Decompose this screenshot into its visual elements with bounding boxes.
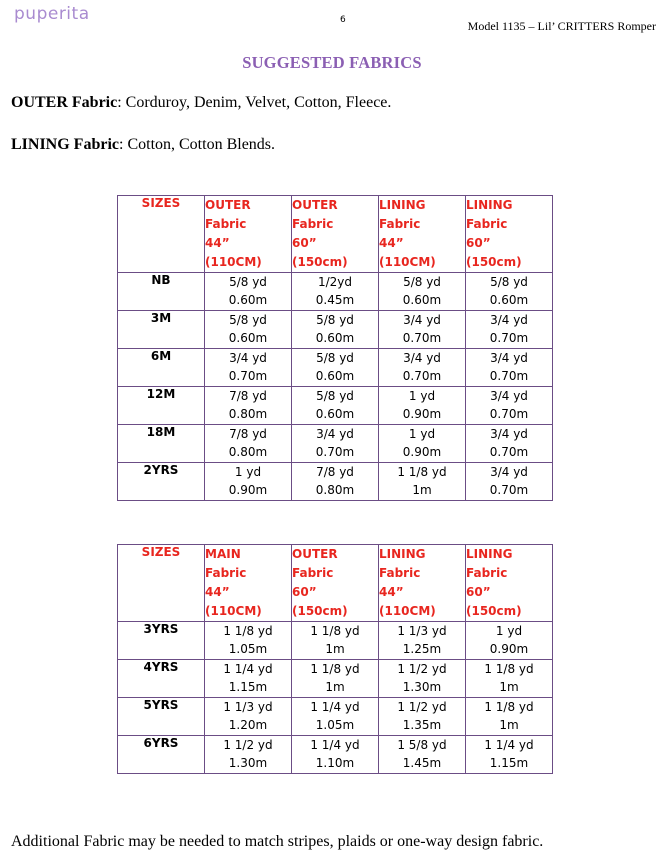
header-line: OUTER — [205, 198, 251, 212]
header-line: 44” — [379, 236, 404, 250]
meters-value: 1m — [325, 642, 345, 656]
yards-value: 1 yd — [408, 427, 436, 441]
yards-value: 7/8 yd — [229, 427, 267, 441]
yardage-cell — [379, 387, 466, 425]
meters-value: 0.70m — [489, 407, 529, 421]
header-line: Fabric — [292, 566, 334, 580]
header-line: Fabric — [205, 566, 247, 580]
yardage-cell — [205, 660, 292, 698]
meters-value: 0.90m — [402, 445, 442, 459]
yardage-cell — [292, 349, 379, 387]
meters-value: 0.60m — [402, 293, 442, 307]
yards-value: 3/4 yd — [490, 465, 528, 479]
yards-value: 1 1/3 yd — [223, 700, 273, 714]
yardage-cell — [379, 736, 466, 774]
table-header-row — [118, 545, 553, 622]
outer-fabric-label: OUTER Fabric — [11, 94, 118, 111]
header-line: Fabric — [379, 217, 421, 231]
yardage-cell — [379, 349, 466, 387]
yardage-cell — [292, 736, 379, 774]
header-line: OUTER — [292, 547, 338, 561]
header-column-4 — [466, 196, 553, 273]
yards-value: 5/8 yd — [316, 351, 354, 365]
header-line: 44” — [205, 585, 230, 599]
meters-value: 1.30m — [402, 680, 442, 694]
size-cell: NB — [118, 273, 205, 311]
meters-value: 1.10m — [315, 756, 355, 770]
header-column-3 — [379, 545, 466, 622]
meters-value: 0.80m — [315, 483, 355, 497]
yards-value: 3/4 yd — [490, 389, 528, 403]
yards-value: 1 1/3 yd — [397, 624, 447, 638]
yardage-cell — [379, 425, 466, 463]
header-line: 60” — [292, 236, 317, 250]
size-cell: 5YRS — [118, 698, 205, 736]
yardage-cell — [379, 311, 466, 349]
outer-fabric-line — [11, 94, 391, 112]
yards-value: 1 1/8 yd — [484, 700, 534, 714]
yardage-cell — [466, 311, 553, 349]
yardage-cell — [466, 425, 553, 463]
yardage-cell — [466, 660, 553, 698]
yards-value: 1 1/4 yd — [223, 662, 273, 676]
header-line: Fabric — [205, 217, 247, 231]
meters-value: 0.60m — [228, 293, 268, 307]
header-line: Fabric — [466, 217, 508, 231]
yards-value: 1 1/8 yd — [310, 662, 360, 676]
header-line: (110CM) — [379, 255, 436, 269]
table-row — [118, 273, 553, 311]
fabric-table-toddler — [117, 544, 553, 774]
yards-value: 1/2yd — [317, 275, 353, 289]
yards-value: 7/8 yd — [316, 465, 354, 479]
meters-value: 0.80m — [228, 407, 268, 421]
header-line: 60” — [466, 236, 491, 250]
yards-value: 5/8 yd — [229, 275, 267, 289]
yards-value: 1 5/8 yd — [397, 738, 447, 752]
header-sizes — [118, 196, 205, 273]
header-line: Fabric — [292, 217, 334, 231]
yards-value: 3/4 yd — [490, 351, 528, 365]
yardage-cell — [292, 387, 379, 425]
yardage-cell — [205, 736, 292, 774]
size-cell: 3YRS — [118, 622, 205, 660]
yardage-cell — [292, 425, 379, 463]
meters-value: 1.30m — [228, 756, 268, 770]
header-line: SIZES — [141, 545, 181, 559]
yardage-cell — [466, 622, 553, 660]
meters-value: 0.70m — [402, 331, 442, 345]
table-row — [118, 698, 553, 736]
meters-value: 0.60m — [315, 369, 355, 383]
meters-value: 1m — [499, 680, 519, 694]
header-column-1 — [205, 545, 292, 622]
yardage-cell — [379, 273, 466, 311]
meters-value: 1m — [412, 483, 432, 497]
header-line: (110CM) — [379, 604, 436, 618]
yards-value: 3/4 yd — [490, 313, 528, 327]
meters-value: 1.20m — [228, 718, 268, 732]
yardage-cell — [205, 311, 292, 349]
meters-value: 1.05m — [315, 718, 355, 732]
yardage-cell — [292, 311, 379, 349]
header-line: (110CM) — [205, 604, 262, 618]
yardage-cell — [292, 463, 379, 501]
yards-value: 3/4 yd — [490, 427, 528, 441]
meters-value: 1.05m — [228, 642, 268, 656]
header-line: (150cm) — [292, 604, 348, 618]
yardage-cell — [205, 387, 292, 425]
table-row — [118, 622, 553, 660]
yardage-cell — [466, 349, 553, 387]
yards-value: 1 1/4 yd — [310, 700, 360, 714]
meters-value: 1.15m — [489, 756, 529, 770]
footer-note: Additional Fabric may be needed to match stripes, plaids or one-way design fabric. — [11, 833, 544, 850]
header-line: SIZES — [141, 196, 181, 210]
header-line: 60” — [466, 585, 491, 599]
size-cell: 12M — [118, 387, 205, 425]
header-line: (150cm) — [292, 255, 348, 269]
yardage-cell — [292, 698, 379, 736]
meters-value: 0.60m — [315, 331, 355, 345]
yardage-cell — [466, 387, 553, 425]
header-line: (150cm) — [466, 255, 522, 269]
page-number: 6 — [340, 15, 346, 25]
meters-value: 0.90m — [489, 642, 529, 656]
yardage-cell — [379, 463, 466, 501]
size-cell: 6M — [118, 349, 205, 387]
brand-logo: puperita — [14, 4, 90, 24]
meters-value: 1m — [325, 680, 345, 694]
meters-value: 0.60m — [489, 293, 529, 307]
table-row — [118, 463, 553, 501]
meters-value: 1.35m — [402, 718, 442, 732]
yards-value: 3/4 yd — [403, 313, 441, 327]
yards-value: 5/8 yd — [316, 313, 354, 327]
header-line: 44” — [379, 585, 404, 599]
table-row — [118, 425, 553, 463]
size-cell: 6YRS — [118, 736, 205, 774]
yards-value: 1 yd — [495, 624, 523, 638]
yardage-cell — [466, 273, 553, 311]
yards-value: 3/4 yd — [403, 351, 441, 365]
header-line: OUTER — [292, 198, 338, 212]
yardage-cell — [379, 660, 466, 698]
yardage-cell — [205, 622, 292, 660]
yardage-cell — [205, 273, 292, 311]
meters-value: 1.25m — [402, 642, 442, 656]
yards-value: 1 1/2 yd — [397, 662, 447, 676]
yardage-cell — [466, 736, 553, 774]
yardage-cell — [205, 698, 292, 736]
yardage-cell — [292, 660, 379, 698]
table-header-row — [118, 196, 553, 273]
header-sizes — [118, 545, 205, 622]
meters-value: 0.70m — [489, 331, 529, 345]
outer-fabric-text: : Corduroy, Denim, Velvet, Cotton, Fleece. — [117, 94, 392, 111]
table-row — [118, 736, 553, 774]
yards-value: 1 1/8 yd — [397, 465, 447, 479]
model-title: Model 1135 – Lil’ CRITTERS Romper — [467, 19, 656, 33]
yards-value: 5/8 yd — [403, 275, 441, 289]
yardage-cell — [466, 698, 553, 736]
yardage-cell — [379, 622, 466, 660]
yards-value: 1 1/8 yd — [310, 624, 360, 638]
meters-value: 0.45m — [315, 293, 355, 307]
yardage-cell — [292, 273, 379, 311]
yardage-cell — [292, 622, 379, 660]
yards-value: 1 1/4 yd — [310, 738, 360, 752]
header-line: Fabric — [379, 566, 421, 580]
size-cell: 4YRS — [118, 660, 205, 698]
lining-fabric-line — [11, 136, 275, 154]
header-line: LINING — [466, 547, 513, 561]
meters-value: 0.60m — [228, 331, 268, 345]
size-cell: 3M — [118, 311, 205, 349]
meters-value: 0.70m — [489, 445, 529, 459]
meters-value: 0.60m — [315, 407, 355, 421]
fabric-table-infant — [117, 195, 553, 501]
header-line: 44” — [205, 236, 230, 250]
header-line: (110CM) — [205, 255, 262, 269]
yards-value: 3/4 yd — [316, 427, 354, 441]
header-line: (150cm) — [466, 604, 522, 618]
meters-value: 1.15m — [228, 680, 268, 694]
meters-value: 1m — [499, 718, 519, 732]
meters-value: 0.90m — [402, 407, 442, 421]
header-line: LINING — [379, 198, 426, 212]
meters-value: 0.80m — [228, 445, 268, 459]
meters-value: 0.70m — [315, 445, 355, 459]
meters-value: 0.70m — [489, 483, 529, 497]
lining-fabric-text: : Cotton, Cotton Blends. — [119, 136, 276, 153]
meters-value: 0.70m — [489, 369, 529, 383]
yardage-cell — [466, 463, 553, 501]
yards-value: 5/8 yd — [229, 313, 267, 327]
header-line: MAIN — [205, 547, 241, 561]
yards-value: 1 1/8 yd — [484, 662, 534, 676]
yards-value: 3/4 yd — [229, 351, 267, 365]
header-column-4 — [466, 545, 553, 622]
header-column-2 — [292, 196, 379, 273]
meters-value: 1.45m — [402, 756, 442, 770]
table-row — [118, 349, 553, 387]
table-row — [118, 311, 553, 349]
yards-value: 7/8 yd — [229, 389, 267, 403]
yards-value: 5/8 yd — [490, 275, 528, 289]
section-heading: SUGGESTED FABRICS — [242, 53, 422, 72]
lining-fabric-label: LINING Fabric — [11, 136, 119, 153]
yards-value: 1 1/2 yd — [397, 700, 447, 714]
yards-value: 1 1/4 yd — [484, 738, 534, 752]
meters-value: 0.90m — [228, 483, 268, 497]
meters-value: 0.70m — [402, 369, 442, 383]
header-line: 60” — [292, 585, 317, 599]
yards-value: 1 yd — [234, 465, 262, 479]
meters-value: 0.70m — [228, 369, 268, 383]
header-line: Fabric — [466, 566, 508, 580]
yards-value: 1 1/2 yd — [223, 738, 273, 752]
table-row — [118, 387, 553, 425]
yardage-cell — [205, 425, 292, 463]
table-row — [118, 660, 553, 698]
yardage-cell — [379, 698, 466, 736]
yards-value: 1 1/8 yd — [223, 624, 273, 638]
yards-value: 1 yd — [408, 389, 436, 403]
header-column-3 — [379, 196, 466, 273]
size-cell: 18M — [118, 425, 205, 463]
size-cell: 2YRS — [118, 463, 205, 501]
yardage-cell — [205, 349, 292, 387]
header-column-1 — [205, 196, 292, 273]
yardage-cell — [205, 463, 292, 501]
header-line: LINING — [466, 198, 513, 212]
header-column-2 — [292, 545, 379, 622]
yards-value: 5/8 yd — [316, 389, 354, 403]
header-line: LINING — [379, 547, 426, 561]
